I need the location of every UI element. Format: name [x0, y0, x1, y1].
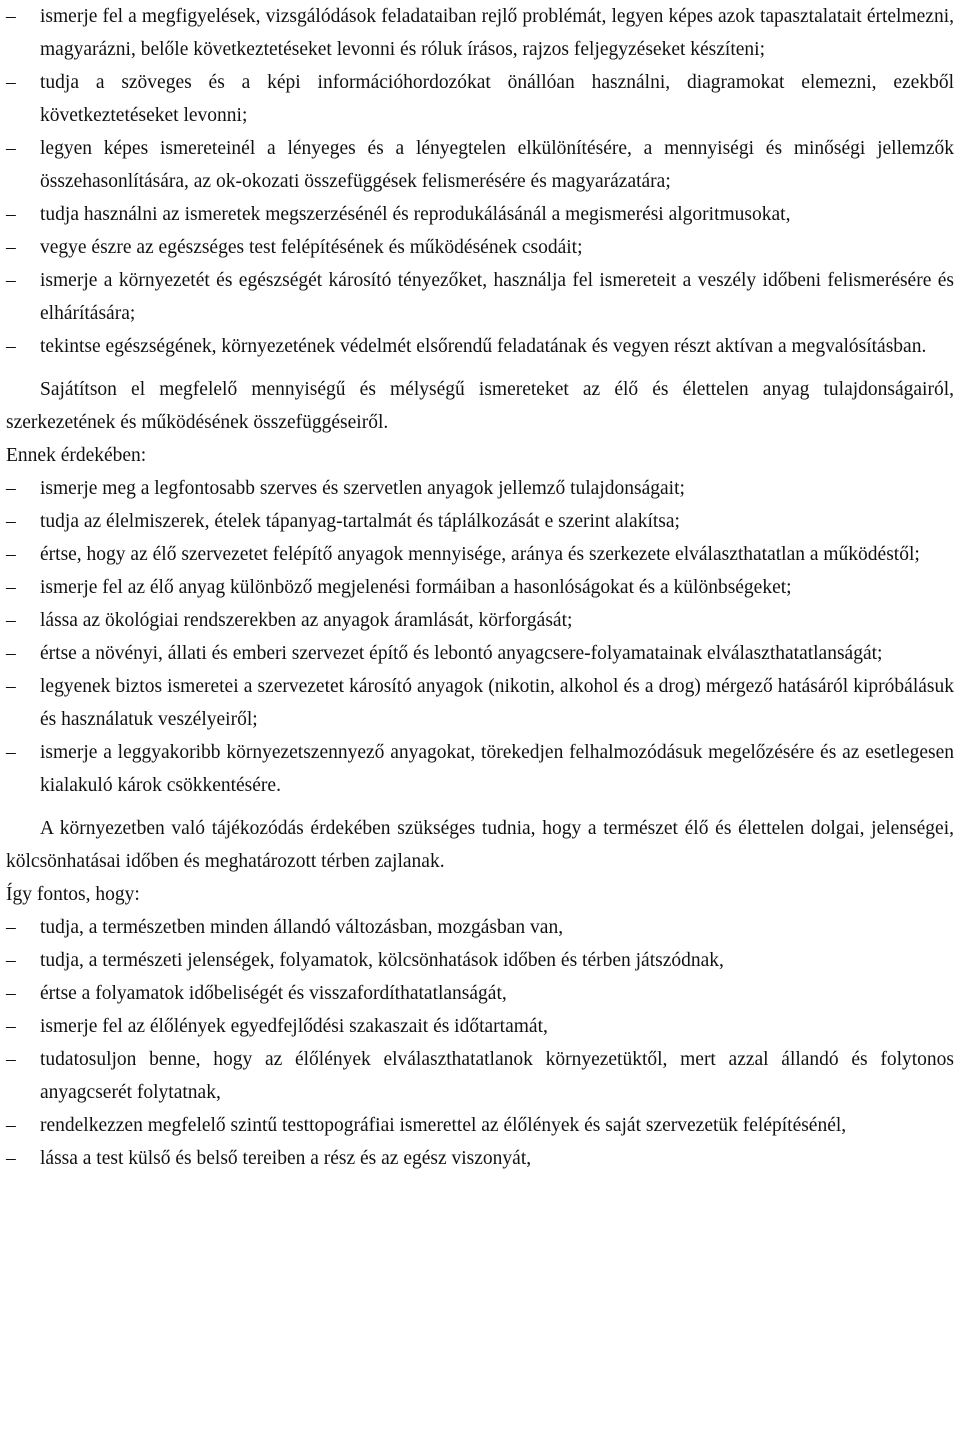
list-item-text: tudja a szöveges és a képi információhordozókat önállóan használni, diagramokat elemezni, ezekből következtetéseket levonni; — [40, 72, 954, 126]
dash-marker: – — [6, 544, 16, 565]
list-item — [6, 977, 954, 1010]
dash-marker: – — [6, 6, 16, 27]
list-item — [6, 1043, 954, 1109]
list-item-text: értse a növényi, állati és emberi szervezet építő és lebontó anyagcsere-folyamatainak elválaszthatatlanságát; — [40, 643, 883, 664]
dash-marker: – — [6, 511, 16, 532]
dash-marker: – — [6, 1016, 16, 1037]
list-item-text: tudja az élelmiszerek, ételek tápanyag-tartalmát és táplálkozását e szerint alakítsa; — [40, 511, 680, 532]
section3-list — [6, 911, 954, 1175]
list-item-text: ismerje a leggyakoribb környezetszennyező anyagokat, törekedjen felhalmozódásuk megelőzésére és az esetlegesen kialakuló károk csökkentésére. — [40, 742, 954, 796]
section2-intro: Sajátítson el megfelelő mennyiségű és mélységű ismereteket az élő és élettelen anyag tulajdonságairól, szerkezetének és működésének összefüggéseiről. — [6, 379, 954, 433]
section1-list — [6, 0, 954, 363]
list-item — [6, 66, 954, 132]
dash-marker: – — [6, 72, 16, 93]
dash-marker: – — [6, 1115, 16, 1136]
list-item-text: legyenek biztos ismeretei a szervezetet károsító anyagok (nikotin, alkohol és a drog) mérgező hatásáról kipróbálásuk és használatuk veszélyeiről; — [40, 676, 954, 730]
dash-marker: – — [6, 270, 16, 291]
dash-marker: – — [6, 643, 16, 664]
list-item-text: értse, hogy az élő szervezetet felépítő anyagok mennyisége, aránya és szerkezete elválaszthatatlan a működéstől; — [40, 544, 920, 565]
dash-marker: – — [6, 1049, 16, 1070]
list-item — [6, 264, 954, 330]
list-item — [6, 132, 954, 198]
list-item-text: ismerje fel az élő anyag különböző megjelenési formáiban a hasonlóságokat és a különbségeket; — [40, 577, 792, 598]
list-item-text: tudja használni az ismeretek megszerzésénél és reprodukálásánál a megismerési algoritmusokat, — [40, 204, 791, 225]
dash-marker: – — [6, 742, 16, 763]
list-item-text: értse a folyamatok időbeliségét és visszafordíthatatlanságát, — [40, 983, 507, 1004]
list-item-text: ismerje meg a legfontosabb szerves és szervetlen anyagok jellemző tulajdonságait; — [40, 478, 685, 499]
dash-marker: – — [6, 1148, 16, 1169]
dash-marker: – — [6, 950, 16, 971]
list-item — [6, 538, 954, 571]
list-item-text: tekintse egészségének, környezetének védelmét elsőrendű feladatának és vegyen részt aktívan a megvalósításban. — [40, 336, 927, 357]
list-item-text: ismerje fel az élőlények egyedfejlődési szakaszait és időtartamát, — [40, 1016, 548, 1037]
dash-marker: – — [6, 336, 16, 357]
list-item — [6, 736, 954, 802]
list-item-text: vegye észre az egészséges test felépítésének és működésének csodáit; — [40, 237, 583, 258]
list-item — [6, 505, 954, 538]
list-item-text: legyen képes ismereteinél a lényeges és a lényegtelen elkülönítésére, a mennyiségi és minőségi jellemzők összehasonlítására, az ok-okozati összefüggések felismerésére és magyarázatára; — [40, 138, 954, 192]
list-item-text: lássa a test külső és belső tereiben a rész és az egész viszonyát, — [40, 1148, 532, 1169]
list-item-text: tudatosuljon benne, hogy az élőlények elválaszthatatlanok környezetüktől, mert azzal állandó és folytonos anyagcserét folytatnak, — [40, 1049, 954, 1103]
dash-marker: – — [6, 917, 16, 938]
section2-lead: Ennek érdekében: — [6, 445, 147, 466]
list-item-text: ismerje fel a megfigyelések, vizsgálódások feladataiban rejlő problémát, legyen képes azok tapasztalatait értelmezni, magyarázni, belőle következtetéseket levonni és róluk írásos, rajzos feljegyzéseket készíteni; — [40, 6, 954, 60]
list-item — [6, 198, 954, 231]
list-item — [6, 1142, 954, 1175]
dash-marker: – — [6, 237, 16, 258]
list-item — [6, 1010, 954, 1043]
dash-marker: – — [6, 204, 16, 225]
list-item — [6, 944, 954, 977]
list-item — [6, 604, 954, 637]
list-item — [6, 911, 954, 944]
dash-marker: – — [6, 610, 16, 631]
dash-marker: – — [6, 478, 16, 499]
dash-marker: – — [6, 138, 16, 159]
dash-marker: – — [6, 676, 16, 697]
list-item — [6, 637, 954, 670]
section3-intro: A környezetben való tájékozódás érdekében szükséges tudnia, hogy a természet élő és élettelen dolgai, jelenségei, kölcsönhatásai időben és meghatározott térben zajlanak. — [6, 818, 954, 872]
section3-lead: Így fontos, hogy: — [6, 884, 140, 905]
list-item — [6, 670, 954, 736]
list-item-text: tudja, a természetben minden állandó változásban, mozgásban van, — [40, 917, 564, 938]
list-item-text: ismerje a környezetét és egészségét károsító tényezőket, használja fel ismereteit a veszély időbeni felismerésére és elhárítására; — [40, 270, 954, 324]
list-item — [6, 472, 954, 505]
list-item — [6, 0, 954, 66]
list-item — [6, 1109, 954, 1142]
dash-marker: – — [6, 577, 16, 598]
list-item-text: tudja, a természeti jelenségek, folyamatok, kölcsönhatások időben és térben játszódnak, — [40, 950, 724, 971]
list-item — [6, 330, 954, 363]
list-item-text: rendelkezzen megfelelő szintű testtopográfiai ismerettel az élőlények és saját szervezetük felépítésénél, — [40, 1115, 847, 1136]
section2-list — [6, 472, 954, 802]
list-item — [6, 571, 954, 604]
dash-marker: – — [6, 983, 16, 1004]
list-item-text: lássa az ökológiai rendszerekben az anyagok áramlását, körforgását; — [40, 610, 573, 631]
list-item — [6, 231, 954, 264]
